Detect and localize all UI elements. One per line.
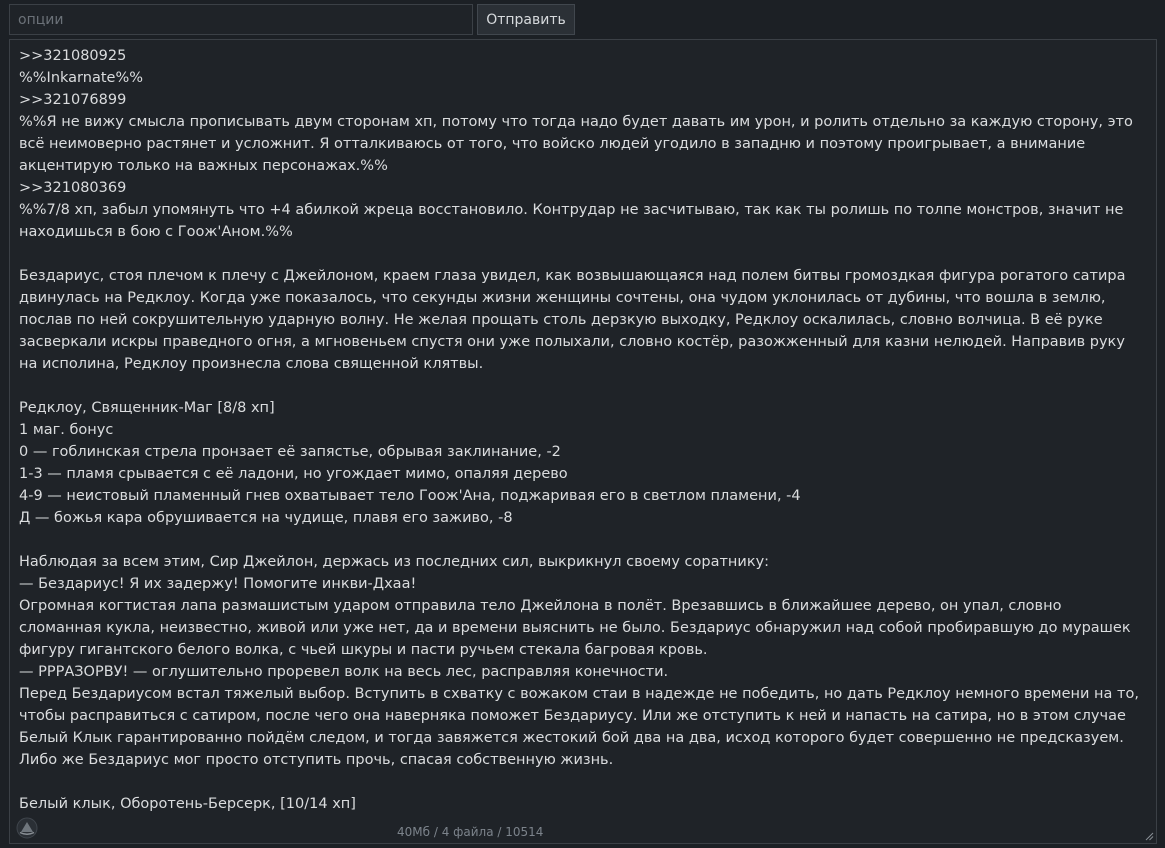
post-options-bar bbox=[9, 4, 575, 35]
file-stats: 40Мб / 4 файла / 10514 bbox=[397, 825, 544, 839]
message-textarea[interactable] bbox=[9, 39, 1157, 844]
options-input[interactable] bbox=[9, 4, 473, 35]
resize-grip-icon[interactable] bbox=[1144, 831, 1154, 841]
message-text[interactable]: >>321080925 %%Inkarnate%% >>321076899 %%Я не вижу смысла прописывать двум сторонам хп, потому что тогда надо будет давать им урон, и ролить отдельно за каждую сторону, это всё неимоверно растянет и усложнит. Я отталкиваюсь от того, что войско людей угодило в западню и поэтому проигрывает, а внимание акцентирую только на важных персонажах.%% >>321080369 %%7/8 хп, забыл упомянуть что +4 абилкой жреца восстановило. Контрудар не засчитываю, так как ты ролишь по толпе монстров, значит не находишься в бою с Гоож'Аном.%% Бездариус, стоя плечом к плечу с Джейлоном, краем глаза увидел, как возвышающаяся над полем битвы громоздкая фигура рогатого сатира двинулась на Редклоу. Когда уже показалось, что секунды жизни женщины сочтены, она чудом уклонилась от дубины, что вошла в землю, послав по ней сокрушительную ударную волну. Не желая прощать столь дерзкую выходку, Редклоу оскалилась, словно волчица. В её руке засверкали искры праведного огня, а мгновеньем спустя они уже полыхали, словно костёр, разожженный для казни нелюдей. Направив руку на исполина, Редклоу произнесла слова священной клятвы. Редклоу, Священник-Маг [8/8 хп] 1 маг. бонус 0 — гоблинская стрела пронзает её запястье, обрывая заклинание, -2 1-3 — пламя срывается с её ладони, но угождает мимо, опаляя дерево 4-9 — неистовый пламенный гнев охватывает тело Гоож'Ана, поджаривая его в светлом пламени, -4 Д — божья кара обрушивается на чудище, плавя его заживо, -8 Наблюдая за всем этим, Сир Джейлон, держась из последних сил, выкрикнул своему соратнику: — Бездариус! Я их задержу! Помогите инкви-Дхаа! Огромная когтистая лапа размашистым ударом отправила тело Джейлона в полёт. Врезавшись в ближайшее дерево, он упал, словно сломанная кукла, неизвестно, живой или уже нет, да и времени выяснить не было. Бездариус обнаружил над собой пробиравшую до мурашек фигуру гигантского белого волка, с чьей шкуры и пасти ручьем стекала багровая кровь. — РРРАЗОРВУ! — оглушительно проревел волк на весь лес, расправляя конечности. Перед Бездариусом встал тяжелый выбор. Вступить в схватку с вожаком стаи в надежде не победить, но дать Редклоу немного времени на то, чтобы расправиться с сатиром, после чего она наверняка поможет Бездариусу. Или же отступить к ней и напасть на сатира, но в этом случае Белый Клык гарантированно пойдём следом, и тогда завяжется жестокий бой два на два, исход которого будет совершенно не предсказуем. Либо же Бездариус мог просто отступить прочь, спасая собственную жизнь. Белый клык, Оборотень-Берсерк, [10/14 хп] bbox=[19, 48, 1139, 812]
ship-logo-icon bbox=[16, 817, 38, 839]
send-button[interactable]: Отправить bbox=[477, 4, 575, 35]
